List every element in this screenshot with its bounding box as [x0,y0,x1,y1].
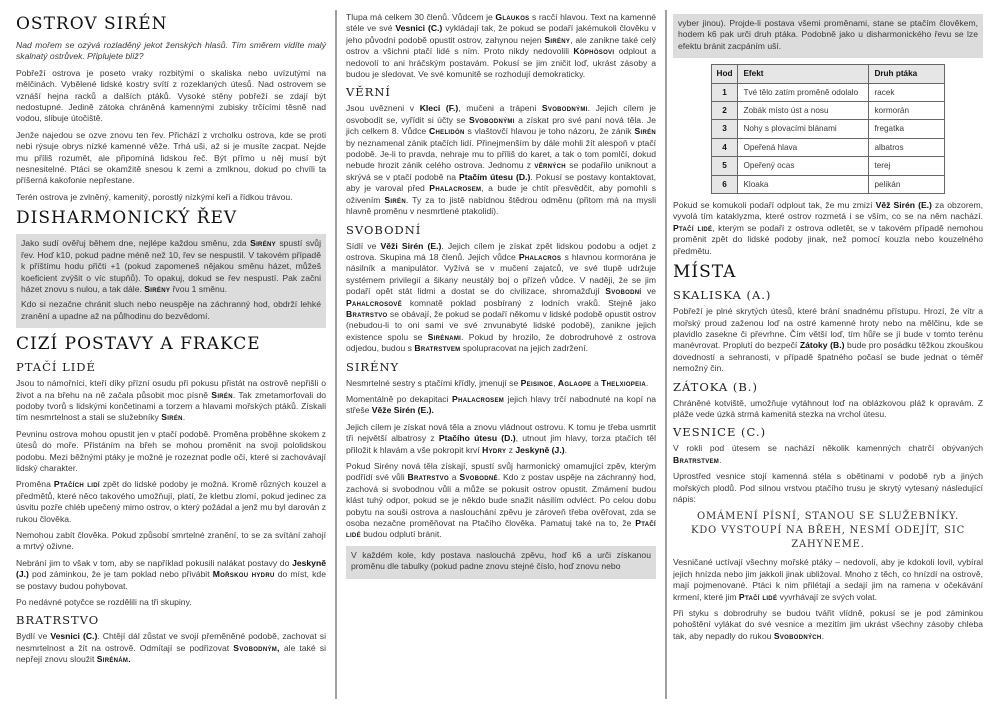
subheading-cliffs: SKALISKA (A.) [673,288,772,303]
paragraph: Terén ostrova je zvlněný, kamenitý, porostlý nízkými keři a řídkou trávou. [16,191,293,202]
column-header: Efekt [738,65,869,83]
paragraph: Vesničané uctívají všechny mořské ptáky – nedovolí, aby je kdokoli lovil, vybíral jejich hnízda nebo jim jakkoli jinak ubližoval. Mnoho z těch, co hnízdí na ostrově, mají pojmenované. Ptáci k nim přilétají a sedají jim na ramena v očekávání krmení, které jim Ptačí lidé vyvrhávají ze svých volat. [673,557,983,602]
column-2 [346,12,656,585]
paragraph: Pobřeží je plné skrytých útesů, které brání snadnému přístupu. Hrozí, že vítr a mořský proud zaženou loď na ostré kamenné hroty nebo na mělčinu, kde se plavidlo zasekne či převrhne. Čím větší loď, tím hůře se jí bude v tomto terénu manévrovat. Proplutí do bezpečí Zátoky (B.) bude pro posádku těžkou zkouškou dovedností a sehranosti, v případě špatného počasí se bude jednat o téměř nemožný čin. [673,306,983,374]
rules-paragraph: Jako sudí ověřuj během dne, nejlépe každou směnu, zda Sirény spustí svůj řev. Hoď k10, pokud padne méně než 10, řev se nespustil. V takovém případě k příštímu hodu přičti +1 (pokud zapomeneš nějakou směnu házet, můžeš koeficient zvýšit o víc stupňů). To opakuj, dokud se řev nespustí. Pak začni házet znovu s nulou, a tak dále. Sirény řvou 1 směnu. [21,238,321,294]
subheading-faithful: VĚRNÍ [346,85,391,100]
table-row: 5 Opeřený ocas terej [711,157,945,175]
column-divider [335,10,337,699]
subheading-brotherhood: BRATRSTVO [16,613,100,628]
page-title: OSTROV SIRÉN [16,14,168,34]
rules-paragraph: V každém kole, kdy postava naslouchá zpěvu, hoď k6 a urči získanou proměnu dle tabulky (pokud padne znovu stejné číslo, hoď znovu nebo [351,549,651,572]
subheading-bird-people: PTAČÍ LIDÉ [16,360,96,375]
paragraph: Bydlí ve Vesnici (C.). Chtějí dál zůstat ve svojí přeměněné podobě, zachovat si nesmrtelnost a žít na ostrově. Odmítají se podřizovat Svobodným, ale také si nepřejí znovu sloužit Sirénám. [16,631,327,665]
paragraph: Momentálně po dekapitaci Phalacrosem jejich hlavy trčí nabodnuté na kopí na střeše Věže Sirén (E.). [346,393,657,416]
subheading-sirens: SIRÉNY [346,359,400,374]
rules-box-song-continued [673,14,983,58]
column-3 [673,14,983,647]
column-divider [665,10,667,699]
section-heading-factions: CIZÍ POSTAVY A FRAKCE [16,334,261,355]
paragraph: Chráněné kotviště, umožňuje vytáhnout loď na oblázkovou pláž k opravám. Z pláže vede úzká strmá kamenitá stezka na vrchol útesu. [673,397,983,419]
subheading-village: VESNICE (C.) [673,425,767,440]
table-row: 1 Tvé tělo zatím proměně odolalo racek [711,83,945,101]
paragraph: V rokli pod útesem se nachází několik kamenných chatrčí obývaných Bratrstvem. [673,443,983,465]
subheading-bay: ZÁTOKA (B.) [673,379,758,394]
paragraph: Nesmrtelné sestry s ptačími křídly, jmenují se Peisinoe, Aglaope a Thelxiopeia. [346,377,649,388]
paragraph: Sídlí ve Věži Sirén (E.). Jejich cílem je získat zpět lidskou podobu a odjet z ostrova. Skupina má 18 členů. Jejich vůdce Phalacros s hlavnou kormorána je násilník a manipulátor. Vyžívá se v mučení zajatců, ve své tlupě udržuje systémem privilegií a šikany neustálý boj o přízeň vůdce. V naději, že se jim podaří opět stát lidmi a dostat se do civilizace, shromažďují Svobodní ve Pahalcrosově komnatě poklad posbíraný z lodních vraků. Stejně jako Bratrstvo se obávají, že pokud se podaří někomu v lidské podobě opustit ostrov (nebudou-li to oni sami ve své znvunabyté lidské podobě), zanikne jejich existence spolu se Sirénami. Pokud by hrozilo, že dobrodruhové z ostrova odjedou, budou s Bratrstvem spolupracovat na jejich zadržení. [346,240,657,354]
column-header: Hod [711,65,738,83]
rules-box-disharmonic [16,234,326,328]
column-header: Druh ptáka [869,65,945,83]
section-heading-disharmonic: DISHARMONICKÝ ŘEV [16,208,238,229]
paragraph: Jsou uvězneni v Kleci (F.), mučeni a trápeni Svobodnými. Jejich cílem je osvobodit se, vyřídit si účty se Svobodnými a získat pro své paní nová těla. Je jich celkem 8. Vůdce Chelidón s vlaštovčí hlavou je toho názoru, že zánik Sirén by neznamenal zánik ptačích lidí. Přinejmenším by dále mohli žít alespoň v ptačí podobě. Je-li to pravda, nehraje mu to příliš do karet, a tak o tom pomlčí, dokud nebude hrozit zánik celého ostrova. Jednomu z věrných se podařilo uniknout a skrývá se v ptačí podobě na Ptačím útesu (D.). Pokusí se postavy kontaktovat, aby je varoval před Phalacrosem, a bude je chtít přesvědčit, aby pomohli s oživením Sirén. Ty za to jistě nabídnou štědrou odměnu (přitom má na mysli hlavně proměnu v nesmrtlené ptakolidi). [346,103,657,217]
section-heading-places: MÍSTA [673,262,737,283]
transformation-table [711,64,946,194]
table-row: 6 Kloaka pelikán [711,175,945,193]
paragraph: Jenže najedou se ozve znovu ten řev. Přichází z vrcholku ostrova, kde se proti nebi rýsuje obrys nízké kamenné věže. Trhá uši, až si je musíte zacpat. Nejde mu příliš rozumět, ale připomíná lidskou řeč. Být přímo u něj musí být nesnesitelné. Ptáci se okamžitě snesou k zemi a zmlknou, dokud po chvíli ta příšerná kakofonie nepřestane. [16,129,326,186]
keyword: Sirény [144,283,171,294]
paragraph: Pevninu ostrova mohou opustit jen v ptačí podobě. Proměna proběhne skokem z útesů do moře. Přistáním na břeh se mohou proměnit na svoji pololidskou podobu. Mezi běžnými ptáky je možné je rozeznat podle očí, které si zachovávají lidský charakter. [16,428,326,473]
paragraph: Proměna Ptačích lidí zpět do lidské podoby je možná. Kromě různých kouzel a předmětů, které něco takového umožňují, platí, že kletbu zlomí, pokud jedinec za úsvitu pozře chléb upečený mimo ostrov, o který požádal a jenž mu byl darován z rukou člověka. [16,479,326,524]
table-row: 2 Zobák místo úst a nosu kormorán [711,102,945,120]
table-row: 3 Nohy s plovacími blánami fregatka [711,120,945,138]
paragraph: Nebrání jim to však v tom, aby se například pokusili nalákat postavy do Jeskyně (J.) pod záminkou, že je tam poklad nebo přivábit Mořskou hydru do míst, kde se postavy budou pohybovat. [16,557,326,591]
column-1 [16,10,326,671]
rules-paragraph: vyber jinou). Projde-li postava všemi proměnami, stane se ptačím člověkem, hodem k6 pak urči druh ptáka. Podobně jako u disharmonického řevu se lze efektu bránit zacpáním uší. [678,18,978,51]
intro-text: Nad mořem se ozývá rozladěný jekot ženských hlasů. Tím směrem vidíte malý skalnatý ostrůvek. Připlujete blíž? [16,40,326,62]
keyword: Sirény [250,238,276,249]
rules-box-song [346,546,656,579]
paragraph: Jejich cílem je získat nová těla a znovu vládnout ostrovu. K tomu je třeba usmrtit tři největší albatrosy z Ptačího útesu (D.), utnout jim hlavy, torza ptačích těl přiložit k hlavám a vše pokropit krví Hydry z Jeskyně (J.). [346,421,656,455]
paragraph: Pokud Sirény nová těla získají, spustí svůj harmonický omamující zpěv, kterým podřídí své vůli Bratrstvo a Svobodné. Kdo z postav uspěje na záchranný hod, zachová si svobodnou vůli a může se pokusit ostrov opustit. Zmámení budou klást tuhý odpor, pokud se je někdo bude snažit násilím odvléct. Po celou dobu pobytu na souši ostrova a naslouchání zpěvu je zároveň třeba ověřovat, zda se osoba nezačne proměňovat na Ptačího člověka. Pamatuj také na to, že Ptačí lidé budou odplutí bránit. [346,461,656,540]
paragraph: Jsou to námořníci, kteří díky přízní osudu při pokusu přistát na ostrově nepřišli o život a na břehu na ně začala působit moc písně Sirén. Tak zmetamorfovali do podoby tvorů s lidskými končetinami a torzem a hlavami mořských ptáků. Získali tím nesmrtelnost a stali se služebníky Sirén. [16,378,327,423]
stele-inscription: OMÁMENÍ PÍSNÍ, STANOU SE SLUŽEBNÍKY. KDO VYSTOUPÍ NA BŘEH, NESMÍ ODEJÍT, SIC ZAHYNEME. [690,511,966,551]
paragraph: Uprostřed vesnice stojí kamenná stéla s obětinami v podobě ryb a jiných mořských plodů. Pod silnou vrstvou ptačího trusu je skrytý vytesaný následující nápis: [673,471,983,504]
paragraph: Pokud se komukoli podaří odplout tak, že mu zmizí Věž Sirén (E.) za obzorem, vyvolá tím kataklyzma, které ostrov rozmetá i se vším, co se na něm nachází. Ptačí lidé, kterým se podaří z ostrova odletět, se v takovém případě nemohou proměnit zpět do lidské podoby jinak, než pomocí kouzla nebo kouzelného předmětu. [673,200,984,256]
table-header-row [711,65,945,83]
subheading-free: SVOBODNÍ [346,222,422,237]
rules-paragraph: Kdo si nezačne chránit sluch nebo neuspěje na záchranný hod, obdrží lehké zranění a upadne až na půlhodinu do bezvědomí. [21,299,321,321]
table-row: 4 Opeřená hlava albatros [711,138,945,156]
paragraph: Při styku s dobrodruhy se budou tvářit vlídně, pokusí se je pod záminkou pohoštění vylákat do své vesnice a mezitím jim ukrást všechny zásoby chleba tak, aby nepadly do rukou Svobodných. [673,608,983,641]
paragraph: Pobřeží ostrova je poseto vraky rozbitými o skaliska nebo uvízutými na mělčinách. Vybělené lidské kostry svítí z rozeklaných útesů. Nad ostrovem se vznáší hejna racků a dalších ptáků. Vysoké stěny pobřeží se zdají být nedostupné. Jedině zátoka chráněná kamennými zubisky trčícími těsně nad vodou, slibuje útočiště. [16,67,326,124]
paragraph: Po nedávné potyčce se rozdělili na tři skupiny. [16,597,192,608]
paragraph: Tlupa má celkem 30 členů. Vůdcem je Glaukos s racčí hlavou. Text na kamenné stéle ve své Vesnici (C.) vykládají tak, že pokud se podaří jakémukoli člověku v jeho původní podobě opustit ostrov, zahynou nejen Sirény, ale zanikne také celý ostrov a všichni ptačí lidé s ním. Proto nikdy nedovolili Köphösovi odplout a nedovolí to ani hráčským postavám. Pokusí se jim zničit loď, ukrást zásoby a budou je sledovat. Ve své komunitě se rozhodují demokraticky. [346,12,657,80]
paragraph: Nemohou zabít člověka. Pokud způsobí smrtelné zranění, to se za svítání zahojí a mrtvý oživne. [16,530,326,552]
